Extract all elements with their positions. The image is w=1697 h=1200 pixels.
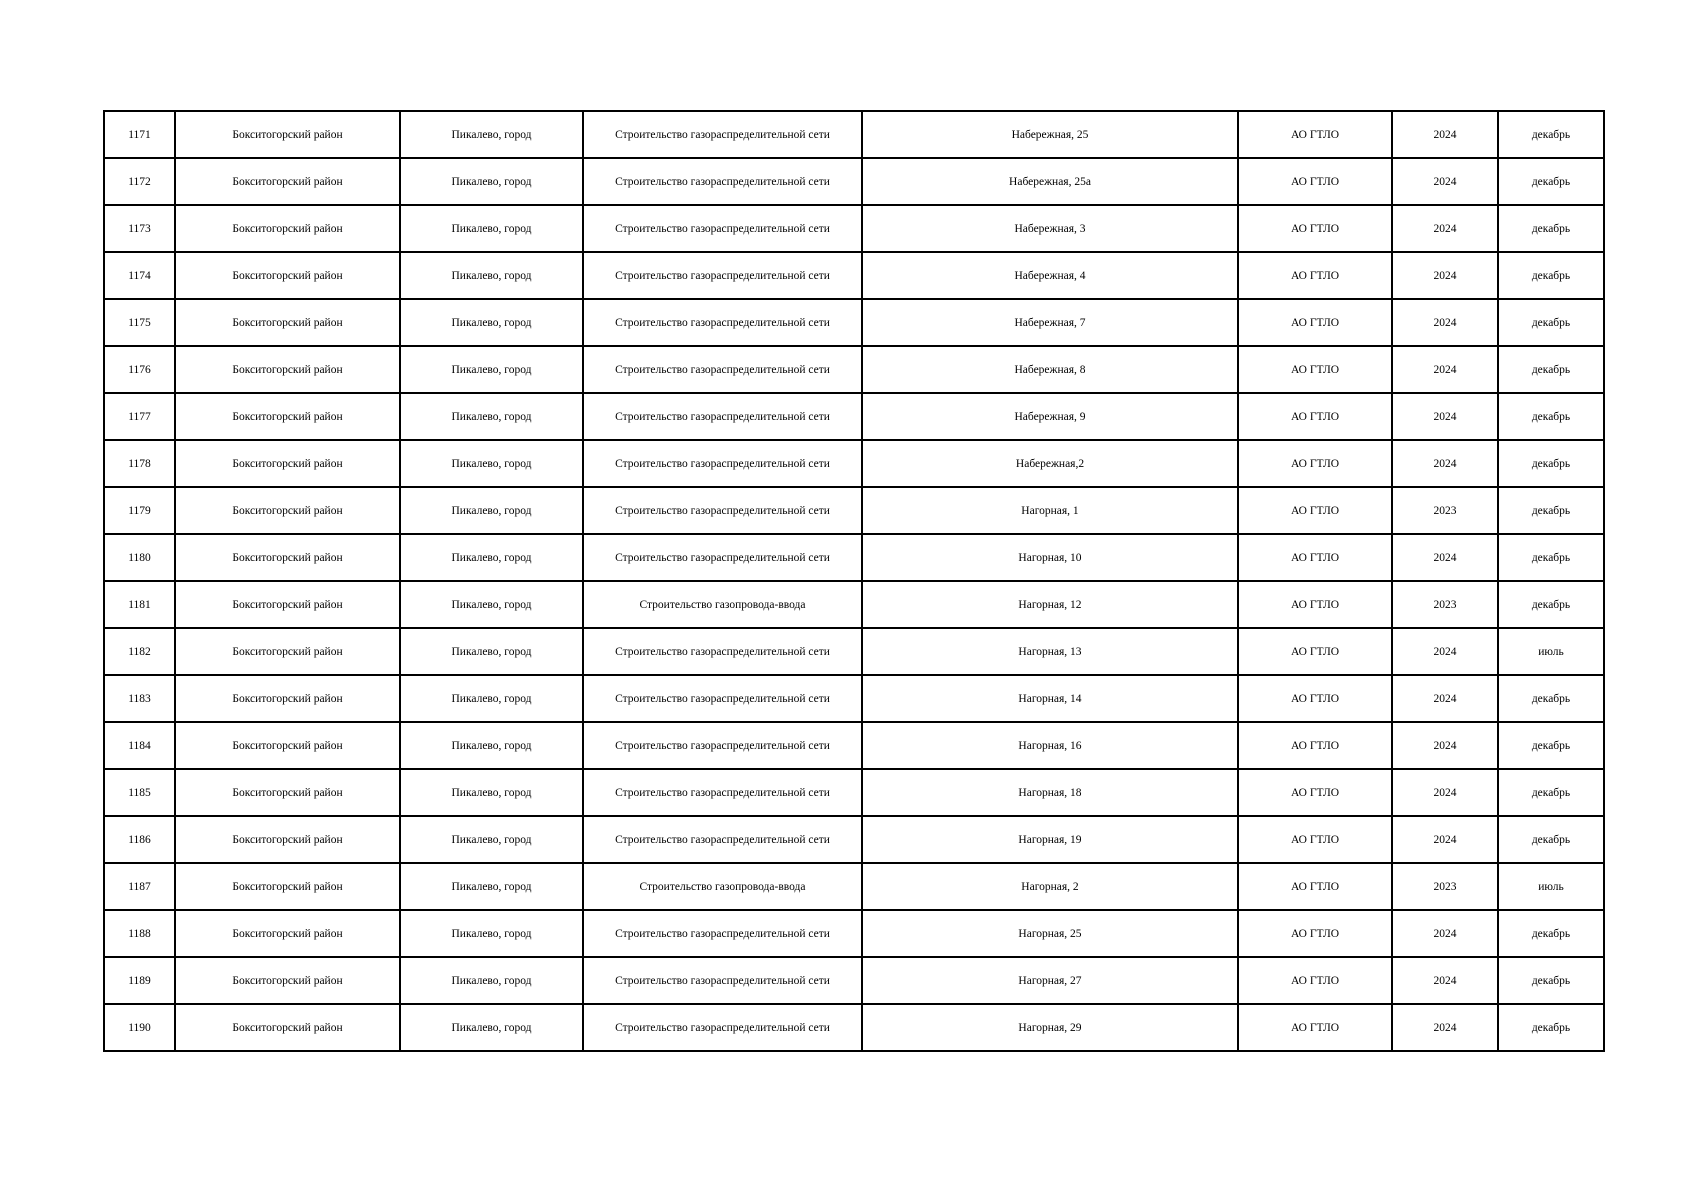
- district-cell: Бокситогорский район: [175, 816, 400, 863]
- city-cell: Пикалево, город: [400, 816, 583, 863]
- table-row: [104, 252, 1604, 299]
- table-row: [104, 534, 1604, 581]
- work-type-cell: Строительство газораспределительной сети: [583, 534, 862, 581]
- year-cell: 2024: [1392, 675, 1498, 722]
- row-number-cell: 1171: [104, 111, 175, 158]
- year-cell: 2024: [1392, 722, 1498, 769]
- district-cell: Бокситогорский район: [175, 863, 400, 910]
- row-number-cell: 1178: [104, 440, 175, 487]
- work-type-cell: Строительство газораспределительной сети: [583, 628, 862, 675]
- organization-cell: АО ГТЛО: [1238, 957, 1392, 1004]
- table-row: [104, 1004, 1604, 1051]
- year-cell: 2024: [1392, 628, 1498, 675]
- row-number-cell: 1173: [104, 205, 175, 252]
- month-cell: декабрь: [1498, 816, 1604, 863]
- year-cell: 2024: [1392, 910, 1498, 957]
- district-cell: Бокситогорский район: [175, 628, 400, 675]
- address-cell: Набережная, 3: [862, 205, 1238, 252]
- work-type-cell: Строительство газопровода-ввода: [583, 581, 862, 628]
- address-cell: Нагорная, 19: [862, 816, 1238, 863]
- month-cell: декабрь: [1498, 252, 1604, 299]
- month-cell: декабрь: [1498, 910, 1604, 957]
- organization-cell: АО ГТЛО: [1238, 628, 1392, 675]
- table-row: [104, 487, 1604, 534]
- month-cell: декабрь: [1498, 534, 1604, 581]
- year-cell: 2024: [1392, 1004, 1498, 1051]
- city-cell: Пикалево, город: [400, 769, 583, 816]
- month-cell: декабрь: [1498, 440, 1604, 487]
- month-cell: декабрь: [1498, 393, 1604, 440]
- work-type-cell: Строительство газопровода-ввода: [583, 863, 862, 910]
- organization-cell: АО ГТЛО: [1238, 252, 1392, 299]
- work-type-cell: Строительство газораспределительной сети: [583, 816, 862, 863]
- year-cell: 2024: [1392, 393, 1498, 440]
- year-cell: 2023: [1392, 863, 1498, 910]
- work-type-cell: Строительство газораспределительной сети: [583, 158, 862, 205]
- organization-cell: АО ГТЛО: [1238, 487, 1392, 534]
- month-cell: декабрь: [1498, 722, 1604, 769]
- table-row: [104, 628, 1604, 675]
- month-cell: декабрь: [1498, 111, 1604, 158]
- organization-cell: АО ГТЛО: [1238, 111, 1392, 158]
- address-cell: Набережная, 25а: [862, 158, 1238, 205]
- year-cell: 2024: [1392, 534, 1498, 581]
- organization-cell: АО ГТЛО: [1238, 299, 1392, 346]
- city-cell: Пикалево, город: [400, 722, 583, 769]
- city-cell: Пикалево, город: [400, 628, 583, 675]
- city-cell: Пикалево, город: [400, 111, 583, 158]
- address-cell: Нагорная, 16: [862, 722, 1238, 769]
- district-cell: Бокситогорский район: [175, 534, 400, 581]
- row-number-cell: 1174: [104, 252, 175, 299]
- city-cell: Пикалево, город: [400, 910, 583, 957]
- address-cell: Нагорная, 1: [862, 487, 1238, 534]
- row-number-cell: 1175: [104, 299, 175, 346]
- table-row: [104, 205, 1604, 252]
- organization-cell: АО ГТЛО: [1238, 722, 1392, 769]
- district-cell: Бокситогорский район: [175, 910, 400, 957]
- address-cell: Набережная, 7: [862, 299, 1238, 346]
- organization-cell: АО ГТЛО: [1238, 863, 1392, 910]
- year-cell: 2024: [1392, 205, 1498, 252]
- month-cell: декабрь: [1498, 158, 1604, 205]
- row-number-cell: 1184: [104, 722, 175, 769]
- month-cell: декабрь: [1498, 957, 1604, 1004]
- city-cell: Пикалево, город: [400, 675, 583, 722]
- table-row: [104, 957, 1604, 1004]
- month-cell: декабрь: [1498, 581, 1604, 628]
- address-cell: Нагорная, 18: [862, 769, 1238, 816]
- district-cell: Бокситогорский район: [175, 957, 400, 1004]
- work-type-cell: Строительство газораспределительной сети: [583, 346, 862, 393]
- city-cell: Пикалево, город: [400, 158, 583, 205]
- district-cell: Бокситогорский район: [175, 346, 400, 393]
- table-row: [104, 675, 1604, 722]
- address-cell: Набережная, 8: [862, 346, 1238, 393]
- work-type-cell: Строительство газораспределительной сети: [583, 1004, 862, 1051]
- organization-cell: АО ГТЛО: [1238, 440, 1392, 487]
- organization-cell: АО ГТЛО: [1238, 816, 1392, 863]
- table-row: [104, 158, 1604, 205]
- address-cell: Нагорная, 2: [862, 863, 1238, 910]
- district-cell: Бокситогорский район: [175, 675, 400, 722]
- table-row: [104, 111, 1604, 158]
- year-cell: 2024: [1392, 346, 1498, 393]
- address-cell: Набережная, 9: [862, 393, 1238, 440]
- table-row: [104, 769, 1604, 816]
- year-cell: 2023: [1392, 487, 1498, 534]
- address-cell: Нагорная, 29: [862, 1004, 1238, 1051]
- work-type-cell: Строительство газораспределительной сети: [583, 487, 862, 534]
- work-type-cell: Строительство газораспределительной сети: [583, 299, 862, 346]
- row-number-cell: 1183: [104, 675, 175, 722]
- city-cell: Пикалево, город: [400, 393, 583, 440]
- gasification-table: [103, 110, 1605, 1052]
- row-number-cell: 1180: [104, 534, 175, 581]
- row-number-cell: 1186: [104, 816, 175, 863]
- work-type-cell: Строительство газораспределительной сети: [583, 769, 862, 816]
- table-body: [104, 111, 1604, 1051]
- district-cell: Бокситогорский район: [175, 299, 400, 346]
- city-cell: Пикалево, город: [400, 863, 583, 910]
- year-cell: 2024: [1392, 957, 1498, 1004]
- month-cell: декабрь: [1498, 675, 1604, 722]
- month-cell: декабрь: [1498, 299, 1604, 346]
- address-cell: Нагорная, 12: [862, 581, 1238, 628]
- month-cell: декабрь: [1498, 487, 1604, 534]
- year-cell: 2024: [1392, 816, 1498, 863]
- work-type-cell: Строительство газораспределительной сети: [583, 393, 862, 440]
- row-number-cell: 1187: [104, 863, 175, 910]
- district-cell: Бокситогорский район: [175, 769, 400, 816]
- table-row: [104, 299, 1604, 346]
- month-cell: декабрь: [1498, 346, 1604, 393]
- row-number-cell: 1181: [104, 581, 175, 628]
- address-cell: Набережная,2: [862, 440, 1238, 487]
- district-cell: Бокситогорский район: [175, 393, 400, 440]
- city-cell: Пикалево, город: [400, 299, 583, 346]
- district-cell: Бокситогорский район: [175, 487, 400, 534]
- row-number-cell: 1188: [104, 910, 175, 957]
- work-type-cell: Строительство газораспределительной сети: [583, 440, 862, 487]
- year-cell: 2024: [1392, 252, 1498, 299]
- month-cell: июль: [1498, 863, 1604, 910]
- address-cell: Набережная, 4: [862, 252, 1238, 299]
- city-cell: Пикалево, город: [400, 581, 583, 628]
- address-cell: Набережная, 25: [862, 111, 1238, 158]
- row-number-cell: 1179: [104, 487, 175, 534]
- table-row: [104, 393, 1604, 440]
- row-number-cell: 1185: [104, 769, 175, 816]
- district-cell: Бокситогорский район: [175, 440, 400, 487]
- table-row: [104, 722, 1604, 769]
- year-cell: 2024: [1392, 299, 1498, 346]
- work-type-cell: Строительство газораспределительной сети: [583, 675, 862, 722]
- year-cell: 2024: [1392, 769, 1498, 816]
- address-cell: Нагорная, 25: [862, 910, 1238, 957]
- city-cell: Пикалево, город: [400, 252, 583, 299]
- organization-cell: АО ГТЛО: [1238, 534, 1392, 581]
- table-row: [104, 910, 1604, 957]
- address-cell: Нагорная, 13: [862, 628, 1238, 675]
- table-row: [104, 440, 1604, 487]
- row-number-cell: 1172: [104, 158, 175, 205]
- city-cell: Пикалево, город: [400, 205, 583, 252]
- work-type-cell: Строительство газораспределительной сети: [583, 205, 862, 252]
- organization-cell: АО ГТЛО: [1238, 910, 1392, 957]
- district-cell: Бокситогорский район: [175, 1004, 400, 1051]
- organization-cell: АО ГТЛО: [1238, 158, 1392, 205]
- organization-cell: АО ГТЛО: [1238, 675, 1392, 722]
- city-cell: Пикалево, город: [400, 1004, 583, 1051]
- organization-cell: АО ГТЛО: [1238, 346, 1392, 393]
- district-cell: Бокситогорский район: [175, 205, 400, 252]
- organization-cell: АО ГТЛО: [1238, 393, 1392, 440]
- work-type-cell: Строительство газораспределительной сети: [583, 910, 862, 957]
- work-type-cell: Строительство газораспределительной сети: [583, 111, 862, 158]
- table-row: [104, 581, 1604, 628]
- city-cell: Пикалево, город: [400, 957, 583, 1004]
- work-type-cell: Строительство газораспределительной сети: [583, 722, 862, 769]
- organization-cell: АО ГТЛО: [1238, 769, 1392, 816]
- row-number-cell: 1190: [104, 1004, 175, 1051]
- work-type-cell: Строительство газораспределительной сети: [583, 957, 862, 1004]
- month-cell: декабрь: [1498, 769, 1604, 816]
- row-number-cell: 1176: [104, 346, 175, 393]
- table-row: [104, 346, 1604, 393]
- year-cell: 2024: [1392, 111, 1498, 158]
- city-cell: Пикалево, город: [400, 487, 583, 534]
- work-type-cell: Строительство газораспределительной сети: [583, 252, 862, 299]
- organization-cell: АО ГТЛО: [1238, 581, 1392, 628]
- city-cell: Пикалево, город: [400, 346, 583, 393]
- row-number-cell: 1177: [104, 393, 175, 440]
- row-number-cell: 1189: [104, 957, 175, 1004]
- year-cell: 2024: [1392, 440, 1498, 487]
- address-cell: Нагорная, 27: [862, 957, 1238, 1004]
- address-cell: Нагорная, 14: [862, 675, 1238, 722]
- district-cell: Бокситогорский район: [175, 252, 400, 299]
- year-cell: 2023: [1392, 581, 1498, 628]
- table-row: [104, 863, 1604, 910]
- organization-cell: АО ГТЛО: [1238, 205, 1392, 252]
- table-row: [104, 816, 1604, 863]
- month-cell: декабрь: [1498, 205, 1604, 252]
- organization-cell: АО ГТЛО: [1238, 1004, 1392, 1051]
- district-cell: Бокситогорский район: [175, 581, 400, 628]
- city-cell: Пикалево, город: [400, 534, 583, 581]
- district-cell: Бокситогорский район: [175, 111, 400, 158]
- month-cell: июль: [1498, 628, 1604, 675]
- district-cell: Бокситогорский район: [175, 722, 400, 769]
- city-cell: Пикалево, город: [400, 440, 583, 487]
- row-number-cell: 1182: [104, 628, 175, 675]
- year-cell: 2024: [1392, 158, 1498, 205]
- month-cell: декабрь: [1498, 1004, 1604, 1051]
- district-cell: Бокситогорский район: [175, 158, 400, 205]
- address-cell: Нагорная, 10: [862, 534, 1238, 581]
